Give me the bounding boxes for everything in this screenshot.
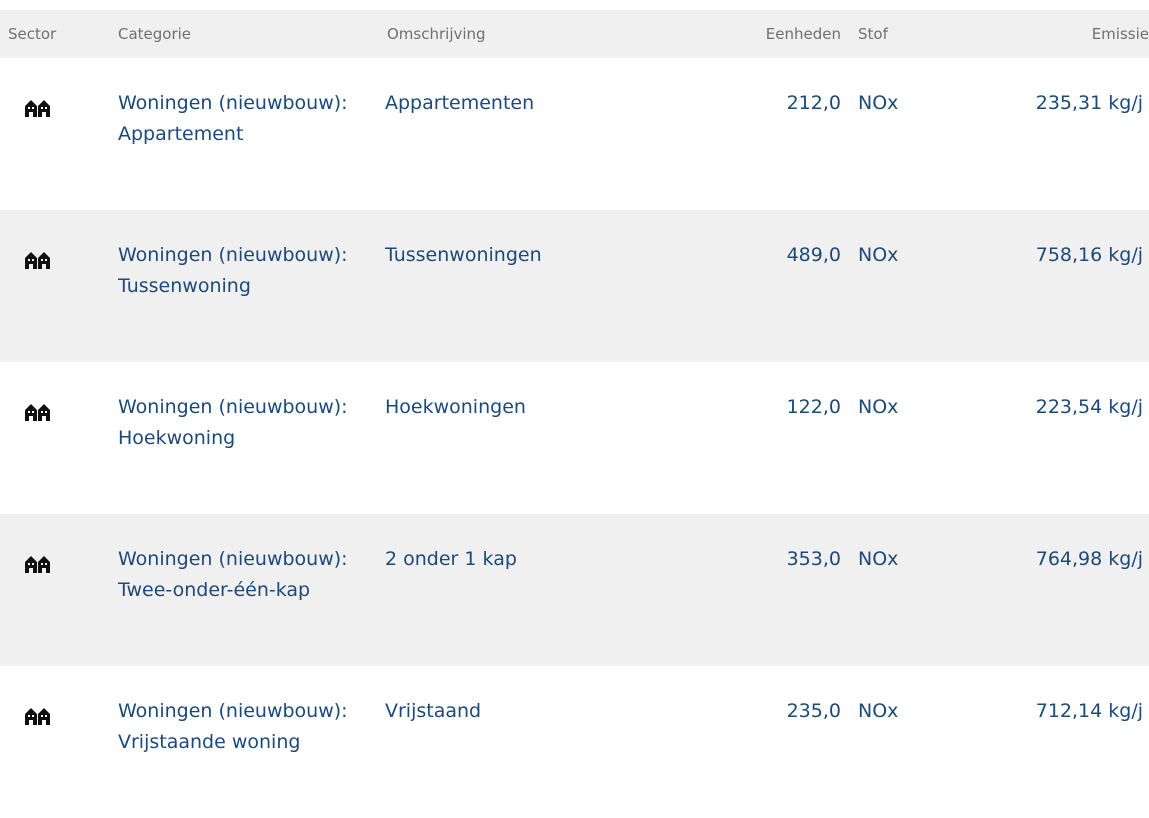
emission-sources-table xyxy=(0,10,1149,818)
row-units: 212,0 xyxy=(786,92,841,114)
header-description[interactable]: Omschrijving xyxy=(387,25,486,43)
houses-icon xyxy=(24,250,54,270)
row-description: Vrijstaand xyxy=(385,700,482,722)
table-row[interactable] xyxy=(0,514,1149,666)
houses-icon xyxy=(24,554,54,574)
row-substance: NOx xyxy=(858,548,899,570)
header-substance[interactable]: Stof xyxy=(858,25,888,43)
header-emission[interactable]: Emissie xyxy=(1091,25,1149,43)
row-units: 122,0 xyxy=(786,396,841,418)
table-header xyxy=(0,10,1149,58)
row-category: Woningen (nieuwbouw): Hoekwoning xyxy=(118,396,348,449)
row-description: Tussenwoningen xyxy=(385,244,542,266)
row-description: Appartementen xyxy=(385,92,535,114)
row-substance: NOx xyxy=(858,396,899,418)
table-row[interactable] xyxy=(0,362,1149,514)
row-category: Woningen (nieuwbouw): Appartement xyxy=(118,92,348,145)
row-emission: 712,14 kg/j xyxy=(1035,700,1143,722)
table-row[interactable] xyxy=(0,58,1149,210)
row-units: 235,0 xyxy=(786,700,841,722)
row-category: Woningen (nieuwbouw): Vrijstaande woning xyxy=(118,700,348,753)
table-row[interactable] xyxy=(0,210,1149,362)
row-emission: 764,98 kg/j xyxy=(1035,548,1143,570)
row-units: 489,0 xyxy=(786,244,841,266)
row-substance: NOx xyxy=(858,700,899,722)
row-emission: 758,16 kg/j xyxy=(1035,244,1143,266)
houses-icon xyxy=(24,98,54,118)
header-units[interactable]: Eenheden xyxy=(765,25,841,43)
row-category: Woningen (nieuwbouw): Tussenwoning xyxy=(118,244,348,297)
header-sector[interactable]: Sector xyxy=(8,25,57,43)
row-emission: 235,31 kg/j xyxy=(1035,92,1143,114)
row-description: Hoekwoningen xyxy=(385,396,526,418)
houses-icon xyxy=(24,402,54,422)
row-description: 2 onder 1 kap xyxy=(385,548,517,570)
row-substance: NOx xyxy=(858,244,899,266)
row-category: Woningen (nieuwbouw): Twee-onder-één-kap xyxy=(118,548,348,601)
row-substance: NOx xyxy=(858,92,899,114)
header-category[interactable]: Categorie xyxy=(118,25,192,43)
row-units: 353,0 xyxy=(786,548,841,570)
houses-icon xyxy=(24,706,54,726)
table-row[interactable] xyxy=(0,666,1149,818)
row-emission: 223,54 kg/j xyxy=(1035,396,1143,418)
